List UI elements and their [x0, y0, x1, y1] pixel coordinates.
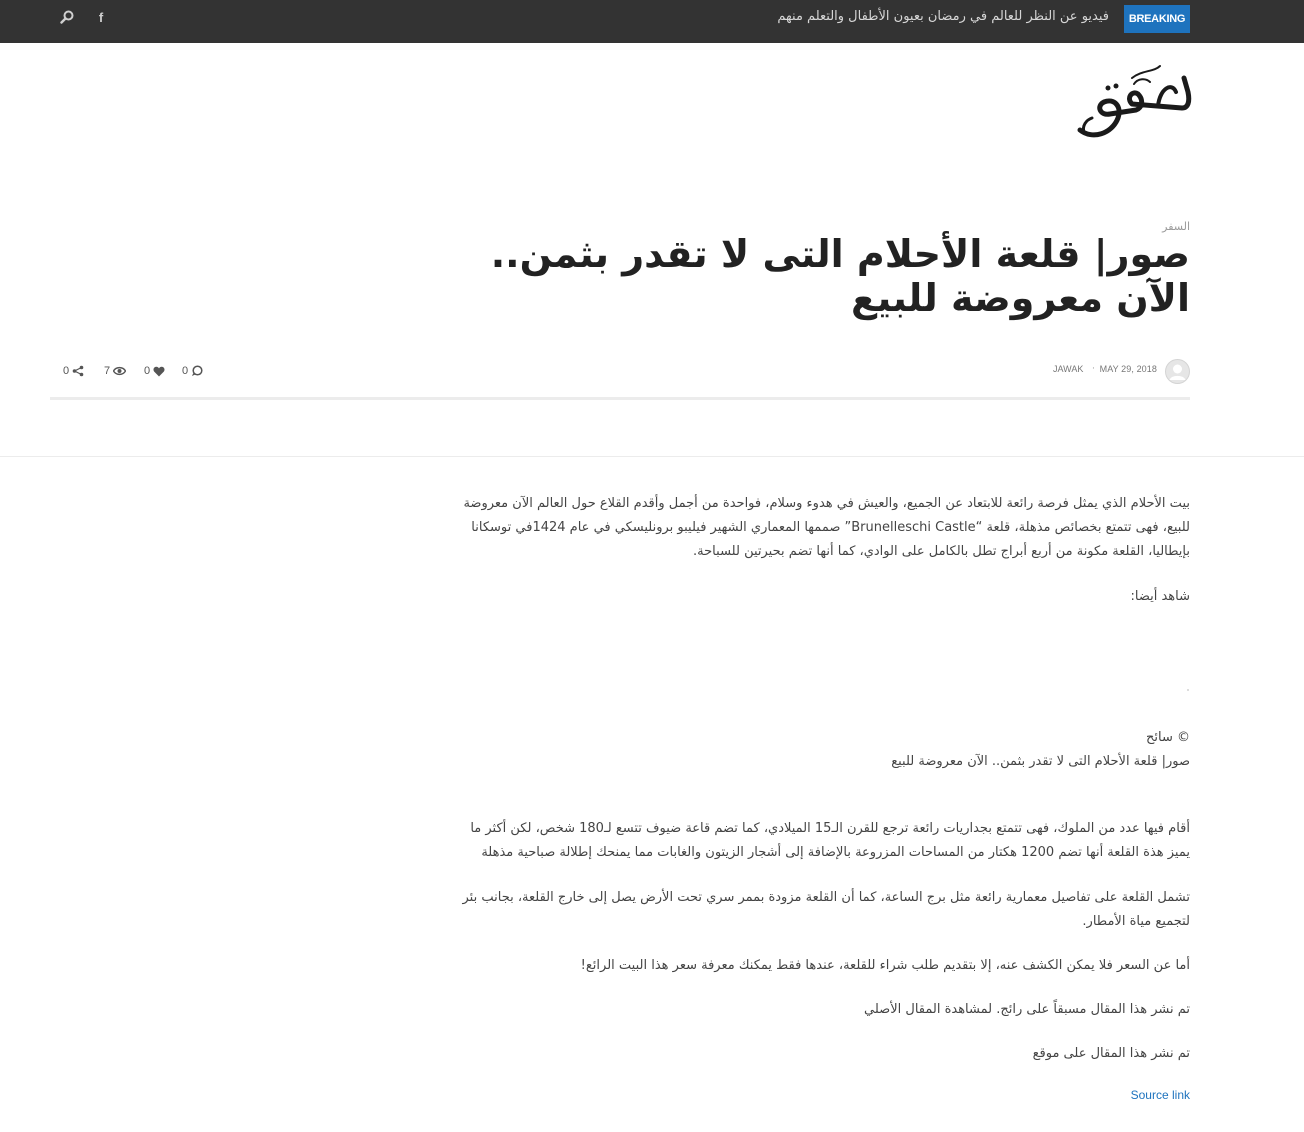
views-count-value: 7	[104, 365, 111, 377]
likes-count-value: 0	[144, 365, 151, 377]
article-paragraph-4: أما عن السعر فلا يمكن الكشف عنه، إلا بتقديم طلب شراء للقلعة، عندها فقط يمكنك معرفة سعر هذا البيت الرائع!	[580, 958, 1190, 973]
embed-source-credit: © سائح	[1146, 730, 1190, 745]
breaking-badge: BREAKING	[1124, 5, 1190, 33]
article-paragraph-1: بيت الأحلام الذي يمثل فرصة رائعة للابتعاد عن الجميع، والعيش في هدوء وسلام، فواحدة من أجمل وأقدم القلاع حول العالم الآن معروضة للبيع، فهى تتمتع بخصائص مذهلة، قلعة “Brunelleschi Castle” صممها المعماري الشهير فيليبو برونليسكي في عام 1424في توسكانا بإيطاليا، القلعة مكونة من أربع أبراج تطل بالكامل على الوادي، كما أنها تضم بحيرتين للسباحة.	[463, 496, 1190, 559]
header-divider	[50, 397, 1190, 400]
comment-icon	[191, 365, 203, 377]
source-link[interactable]: Source link	[1130, 1088, 1190, 1102]
article-title: صور| قلعة الأحلام التى لا تقدر بثمن.. الآن معروضة للبيع	[490, 232, 1190, 320]
see-also-label: شاهد أيضا:	[1130, 589, 1190, 604]
eye-icon	[113, 366, 126, 376]
embed-related-title[interactable]: صور| قلعة الأحلام التى لا تقدر بثمن.. الآن معروضة للبيع	[891, 754, 1190, 769]
author-name[interactable]: JAWAK	[1053, 364, 1084, 374]
category-link[interactable]: السفر	[1162, 220, 1190, 233]
embed-placeholder	[1187, 689, 1189, 691]
views-count	[104, 363, 126, 379]
facebook-icon[interactable]	[90, 6, 112, 28]
share-icon	[72, 365, 84, 377]
original-post-note: تم نشر هذا المقال مسبقاً على رائج. لمشاهدة المقال الأصلي	[864, 1002, 1190, 1017]
publish-date: MAY 29, 2018	[1099, 364, 1157, 374]
heart-icon	[153, 366, 165, 377]
site-logo[interactable]	[1072, 48, 1192, 140]
share-count-value: 0	[63, 365, 70, 377]
likes-count[interactable]	[144, 363, 165, 379]
related-embed-caption	[450, 726, 1190, 774]
top-bar	[0, 0, 1304, 43]
comments-count[interactable]	[182, 363, 203, 379]
article-paragraph-3: تشمل القلعة على تفاصيل معمارية رائعة مثل برج الساعة، كما أن القلعة مزودة بممر سري تحت الأرض يصل إلى خارج القلعة، بجانب بئر لتجميع مياة الأمطار.	[462, 890, 1190, 929]
article-paragraph-2: أقام فيها عدد من الملوك، فهى تتمتع بجداريات رائعة ترجع للقرن الـ15 الميلادي، كما تضم قاعة ضيوف تتسع لـ180 شخص، لكن أكثر ما يميز هذة القلعة أنها تضم 1200 هكتار من المساحات المزروعة بالإضافة إلى أشجار الزيتون والغابات مما يمنحك إطلالة صباحية مذهلة	[470, 821, 1190, 860]
breaking-ticker-text[interactable]: فيديو عن النظر للعالم في رمضان بعيون الأطفال والتعلم منهم	[777, 9, 1109, 24]
search-icon[interactable]	[56, 6, 78, 28]
comments-count-value: 0	[182, 365, 189, 377]
share-count[interactable]	[63, 363, 84, 379]
meta-separator: ·	[1092, 364, 1095, 374]
facebook-glyph: f	[98, 9, 104, 25]
published-on-note: تم نشر هذا المقال على موقع	[1032, 1046, 1190, 1061]
author-avatar[interactable]	[1165, 359, 1190, 384]
content-divider	[0, 456, 1304, 457]
